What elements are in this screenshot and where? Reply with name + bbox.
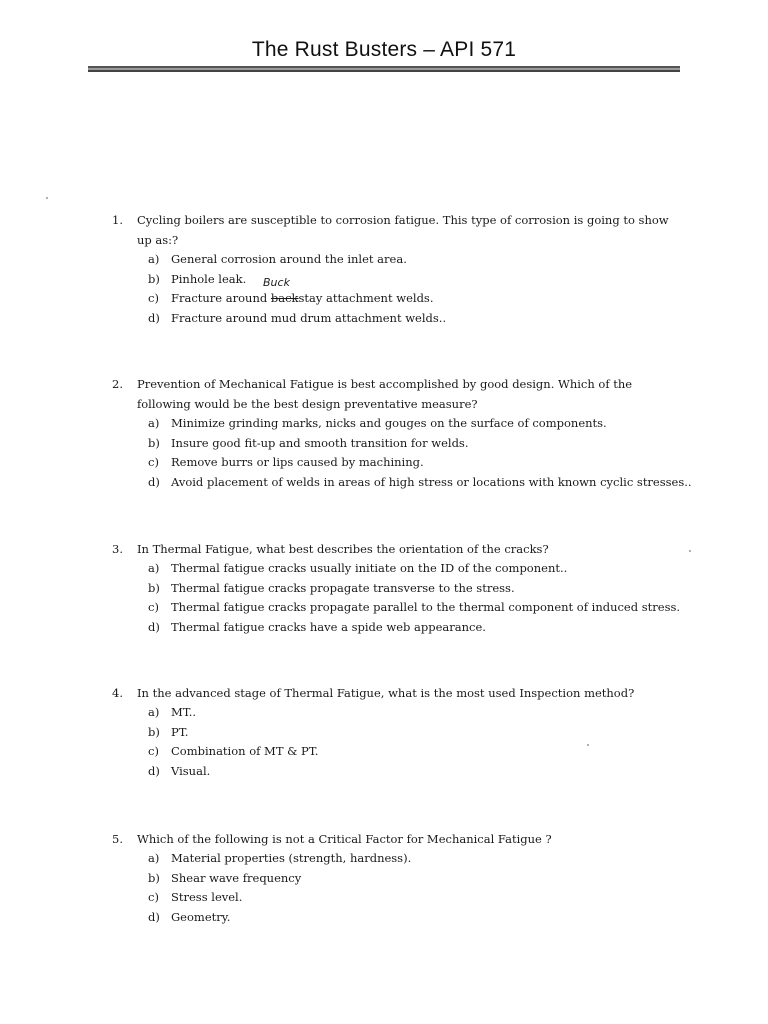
question-text: Cycling boilers are susceptible to corrosion fatigue. This type of corrosion is going to show up as:? xyxy=(137,213,669,247)
question-text: Which of the following is not a Critical Factor for Mechanical Fatigue ? xyxy=(137,832,552,846)
option-letter: c) xyxy=(148,291,159,306)
option-letter: b) xyxy=(148,271,160,286)
option-text: Thermal fatigue cracks propagate parallel to the thermal component of induced stress. xyxy=(171,600,681,615)
option-text: Thermal fatigue cracks usually initiate on the ID of the component.. xyxy=(171,561,568,575)
option-text-after: stay attachment welds. xyxy=(298,291,434,306)
option-letter: b) xyxy=(148,580,160,595)
option-text: MT.. xyxy=(171,705,197,719)
page-title: The Rust Busters – API 571 xyxy=(251,38,517,61)
option-letter: d) xyxy=(148,763,160,778)
option-letter: b) xyxy=(148,435,160,450)
scan-speck xyxy=(46,197,48,199)
option-letter: a) xyxy=(148,705,160,719)
option-letter: d) xyxy=(148,310,160,325)
scan-speck xyxy=(587,744,589,746)
option-text: Pinhole leak. xyxy=(171,271,247,286)
option-text: General corrosion around the inlet area. xyxy=(171,252,407,266)
option-letter: d) xyxy=(148,474,160,489)
option-letter: c) xyxy=(148,600,159,615)
option-text: Shear wave frequency xyxy=(171,870,302,885)
option-text: Avoid placement of welds in areas of high stress or locations with known cyclic stresses.. xyxy=(171,474,692,489)
option-text: Thermal fatigue cracks have a spide web appearance. xyxy=(171,619,486,634)
option-text: Geometry. xyxy=(171,909,231,924)
option-letter: b) xyxy=(148,724,160,739)
option-letter: a) xyxy=(148,252,160,266)
option-letter: c) xyxy=(148,455,159,470)
question-number: 2. xyxy=(112,377,123,391)
option-letter: c) xyxy=(148,744,159,759)
option-text: Minimize grinding marks, nicks and gouges on the surface of components. xyxy=(171,416,607,430)
option-text xyxy=(171,289,434,309)
question-number: 3. xyxy=(112,542,123,556)
question-number: 1. xyxy=(112,213,123,227)
question-text: In Thermal Fatigue, what best describes the orientation of the cracks? xyxy=(137,542,549,556)
option-text: Combination of MT & PT. xyxy=(171,744,319,759)
question-number: 5. xyxy=(112,832,123,846)
handwritten-annotation: Buck xyxy=(263,276,290,289)
option-text: Insure good fit-up and smooth transition for welds. xyxy=(171,435,469,450)
option-text: Material properties (strength, hardness). xyxy=(171,851,412,865)
option-letter: a) xyxy=(148,561,160,575)
title-rule xyxy=(88,66,680,72)
option-letter: d) xyxy=(148,619,160,634)
option-text: Stress level. xyxy=(171,890,243,905)
option-text: Visual. xyxy=(171,763,211,778)
option-text-before: Fracture around xyxy=(171,291,271,306)
option-letter: a) xyxy=(148,416,160,430)
option-text: Fracture around mud drum attachment welds.. xyxy=(171,310,447,325)
struck-text: back xyxy=(270,291,299,306)
option-letter: a) xyxy=(148,851,160,865)
option-letter: d) xyxy=(148,909,160,924)
option-letter: b) xyxy=(148,870,160,885)
option-text: Remove burrs or lips caused by machining. xyxy=(171,455,424,470)
question-number: 4. xyxy=(112,686,123,700)
option-letter: c) xyxy=(148,890,159,905)
option-text: Thermal fatigue cracks propagate transverse to the stress. xyxy=(171,580,515,595)
option-text: PT. xyxy=(171,724,189,739)
scan-speck xyxy=(689,550,691,552)
question-text: In the advanced stage of Thermal Fatigue, what is the most used Inspection method? xyxy=(137,686,635,700)
question-text: Prevention of Mechanical Fatigue is best accomplished by good design. Which of the following would be the best design preventative measure? xyxy=(137,377,633,411)
